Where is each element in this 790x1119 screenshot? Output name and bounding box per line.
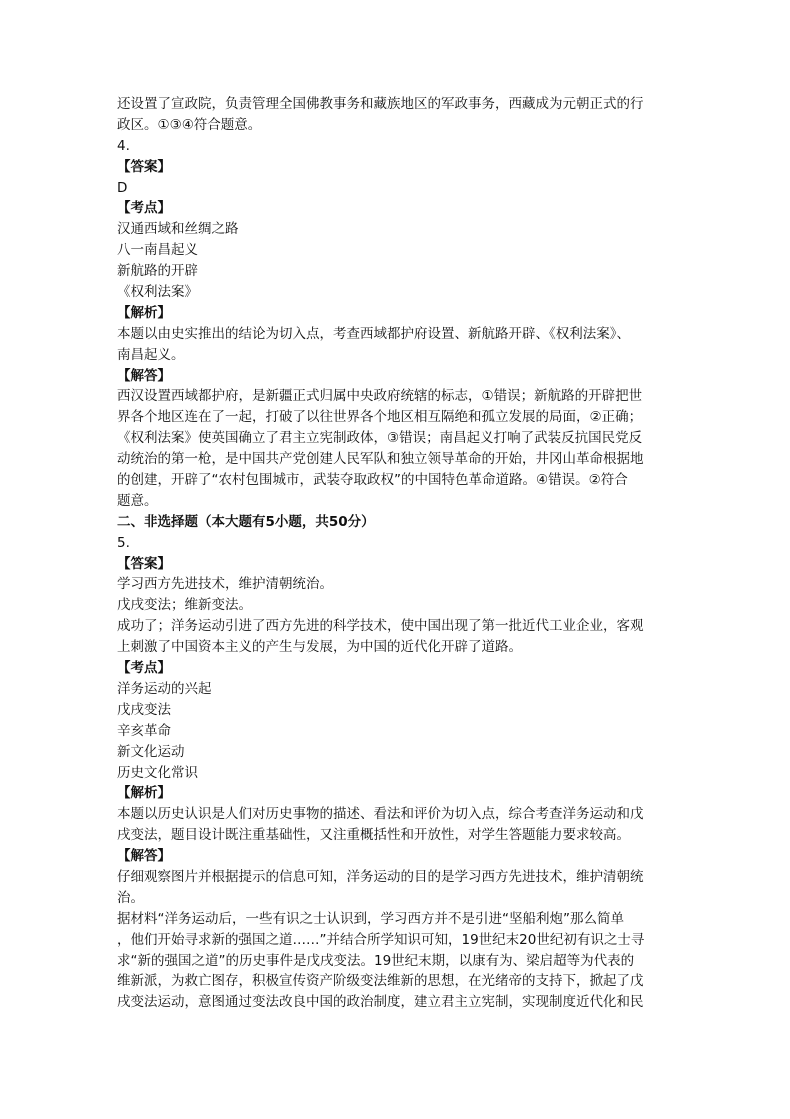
text-line: 戊戌变法 [117,701,171,718]
text-line: 本题以由史实推出的结论为切入点，考查西域都护府设置、新航路开辟、《权利法案》、 [117,325,630,342]
text-line: 动统治的第一枪，是中国共产党创建人民军队和独立领导革命的开始，井冈山革命根据地 [117,451,644,468]
text-line: 还设置了宣政院，负责管理全国佛教事务和藏族地区的军政事务，西藏成为元朝正式的行 [117,96,644,112]
text-line: 据材料“洋务运动后，一些有识之士认识到，学习西方并不是引进“坚船利炮”那么简单 [117,910,624,927]
section-heading: 【答案】 [117,555,171,572]
text-line: D [117,179,128,196]
text-line: 界各个地区连在了一起，打破了以往世界各个地区相互隔绝和孤立发展的局面，②正确； [117,409,643,426]
text-line: 新航路的开辟 [117,263,198,280]
text-line: 西汉设置西域都护府，是新疆正式归属中央政府统辖的标志，①错误；新航路的开辟把世 [117,388,643,405]
text-line: 仔细观察图片并根据提示的信息可知，洋务运动的目的是学习西方先进技术，维护清朝统 [117,868,644,885]
text-line: 戌变法运动，意图通过变法改良中国的政治制度，建立君主立宪制，实现制度近代化和民 [117,994,644,1011]
text-line: 八一南昌起义 [117,242,198,259]
text-line: 戌变法，题目设计既注重基础性，又注重概括性和开放性，对学生答题能力要求较高。 [117,827,630,844]
text-line: 南昌起义。 [117,346,185,363]
section-heading: 【答案】 [117,158,171,175]
text-line: 题意。 [117,492,158,509]
text-line: 上刺激了中国资本主义的产生与发展，为中国的近代化开辟了道路。 [117,639,522,656]
text-line: 《权利法案》 [117,284,198,301]
section-heading: 【解答】 [117,367,171,384]
text-line: 治。 [117,889,144,906]
section-heading: 【考点】 [117,660,171,677]
document-page [117,94,677,1013]
section-heading: 【解析】 [117,304,171,321]
text-line: 汉通西域和丝绸之路 [117,221,239,238]
text-line: 本题以历史认识是人们对历史事物的描述、看法和评价为切入点，综合考查洋务运动和戊 [117,806,644,823]
section-heading: 【解析】 [117,785,171,802]
text-line: 历史文化常识 [117,764,198,781]
text-line: 辛亥革命 [117,722,171,739]
text-line: 《权利法案》使英国确立了君主立宪制政体，③错误；南昌起义打响了武装反抗国民党反 [117,430,643,447]
text-line: 新文化运动 [117,743,185,760]
text-line: 维新派，为救亡图存，积极宣传资产阶级变法维新的思想，在光绪帝的支持下，掀起了戊 [117,973,644,990]
section-heading: 二、非选择题（本大题有5小题，共50分） [117,513,375,530]
text-line: 的创建，开辟了“农村包围城市，武装夺取政权”的中国特色革命道路。④错误。②符合 [117,472,628,489]
text-line: 5. [117,534,130,551]
text-line: ，他们开始寻求新的强国之道……”并结合所学知识可知，19世纪末20世纪初有识之士寻 [117,931,645,948]
text-line: 洋务运动的兴起 [117,680,212,697]
text-line: 成功了；洋务运动引进了西方先进的科学技术，使中国出现了第一批近代工业企业，客观 [117,618,644,635]
text-line: 政区。①③④符合题意。 [117,116,262,133]
section-heading: 【解答】 [117,848,171,865]
text-line: 戊戌变法；维新变法。 [117,597,252,614]
section-heading: 【考点】 [117,200,171,217]
text-line: 4. [117,137,130,154]
text-line: 求“新的强国之道”的历史事件是戊戌变法。19世纪末期，以康有为、梁启超等为代表的 [117,952,635,969]
text-line: 学习西方先进技术，维护清朝统治。 [117,576,333,593]
